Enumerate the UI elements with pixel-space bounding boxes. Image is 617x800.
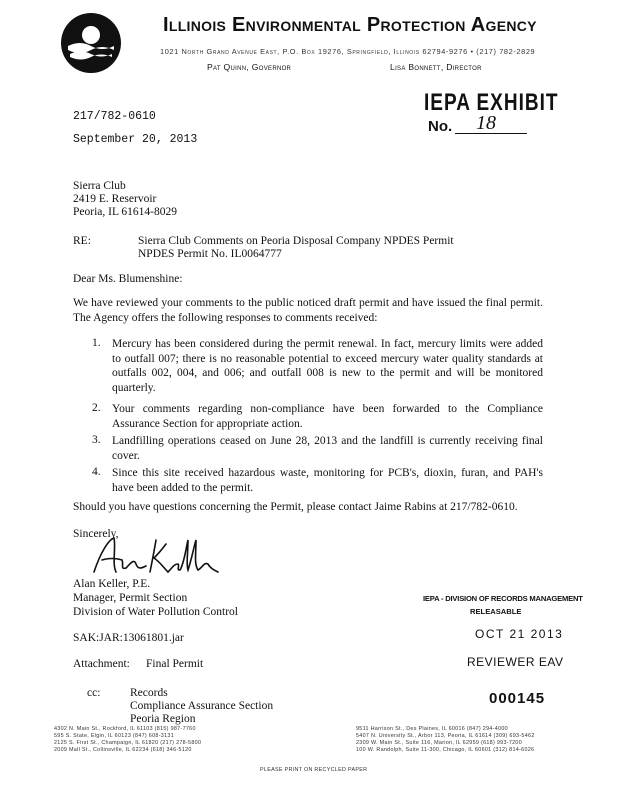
response-number: 1. [92, 337, 101, 349]
attachment-value: Final Permit [146, 658, 204, 670]
re-label: RE: [73, 235, 91, 247]
records-stamp-title: IEPA - DIVISION OF RECORDS MANAGEMENT [423, 594, 583, 603]
signer-title: Manager, Permit Section [73, 592, 188, 604]
response-text: Your comments regarding non-compliance have been forwarded to the Compliance Assurance Section for appropriate action. [112, 403, 543, 430]
iepa-logo-icon [60, 12, 122, 74]
recipient-line: Peoria, IL 61614-8029 [73, 206, 178, 218]
response-number: 3. [92, 434, 101, 446]
cc-item: Compliance Assurance Section [130, 700, 274, 712]
cc-item: Records [130, 687, 168, 699]
records-stamp-reviewer: REVIEWER EAV [467, 655, 564, 669]
footer-left-address: 595 S. State, Elgin, IL 60123 (847) 608-3131 [54, 733, 174, 739]
response-number: 2. [92, 402, 101, 414]
recipient-line: 2419 E. Reservoir [73, 193, 157, 205]
date: September 20, 2013 [73, 133, 198, 146]
re-line-2: NPDES Permit No. IL0064777 [138, 248, 282, 260]
footer-right-address: 9511 Harrison St., Des Plaines, IL 60016 (847) 294-4000 [356, 726, 508, 732]
footer-left-address: 2009 Mall St., Collinsville, IL 62234 (618) 346-5120 [54, 747, 192, 753]
footer-right-address: 100 W. Randolph, Suite 11-300, Chicago, IL 60601 (312) 814-6026 [356, 747, 535, 753]
reference-initials: SAK:JAR:13061801.jar [73, 632, 184, 644]
signer-name: Alan Keller, P.E. [73, 578, 151, 590]
footer-left-address: 4302 N. Main St., Rockford, IL 61103 (815) 987-7760 [54, 726, 196, 732]
closing-note: Should you have questions concerning the Permit, please contact Jaime Rabins at 217/782-0610. [73, 501, 518, 513]
document-number: 000145 [489, 690, 546, 707]
re-line-1: Sierra Club Comments on Peoria Disposal Company NPDES Permit [138, 235, 454, 247]
salutation: Dear Ms. Blumenshine: [73, 273, 183, 285]
footer-right-address: 5407 N. University St., Arbor 113, Peoria, IL 61614 (309) 693-5462 [356, 733, 535, 739]
director: Lisa Bonnett, Director [390, 62, 482, 72]
agency-address: 1021 North Grand Avenue East, P.O. Box 19276, Springfield, Illinois 62794-9276 • (217) 782-2829 [160, 47, 536, 56]
footer-right-address: 2309 W. Main St., Suite 116, Marion, IL 62959 (618) 993-7200 [356, 740, 523, 746]
phone: 217/782-0610 [73, 110, 156, 123]
signer-division: Division of Water Pollution Control [73, 606, 238, 618]
footer-recycled-note: PLEASE PRINT ON RECYCLED PAPER [260, 767, 368, 773]
cc-label: cc: [87, 687, 101, 699]
attachment-label: Attachment: [73, 658, 130, 670]
records-stamp-date: OCT 21 2013 [475, 627, 564, 641]
exhibit-title: IEPA EXHIBIT [424, 90, 559, 117]
response-text: Since this site received hazardous waste, monitoring for PCB's, dioxin, furan, and PAH's have been added to the permit. [112, 467, 543, 494]
records-stamp-releasable: RELEASABLE [470, 607, 522, 616]
sincerely: Sincerely, [73, 528, 119, 540]
exhibit-no-value: 18 [476, 112, 496, 134]
recipient-line: Sierra Club [73, 180, 126, 192]
response-text: Mercury has been considered during the permit renewal. In fact, mercury limits were added to outfall 007; there is no reasonable potential to exceed mercury water quality standards at outfalls 002, 004, and 006; and outfall 008 is new to the permit and will be monitored quarterly. [112, 338, 543, 394]
response-text: Landfilling operations ceased on June 28, 2013 and the landfill is currently receiving final cover. [112, 435, 543, 462]
intro-paragraph: We have reviewed your comments to the public noticed draft permit and have issued the final permit. The Agency offers the following responses to comments received: [73, 297, 543, 324]
cc-item: Peoria Region [130, 713, 196, 725]
exhibit-no-label: No. [428, 118, 453, 135]
response-number: 4. [92, 466, 101, 478]
signature-icon [90, 534, 220, 578]
governor: Pat Quinn, Governor [207, 62, 292, 72]
footer-left-address: 2125 S. First St., Champaign, IL 61820 (217) 278-5800 [54, 740, 202, 746]
agency-name: Illinois Environmental Protection Agency [163, 14, 537, 36]
